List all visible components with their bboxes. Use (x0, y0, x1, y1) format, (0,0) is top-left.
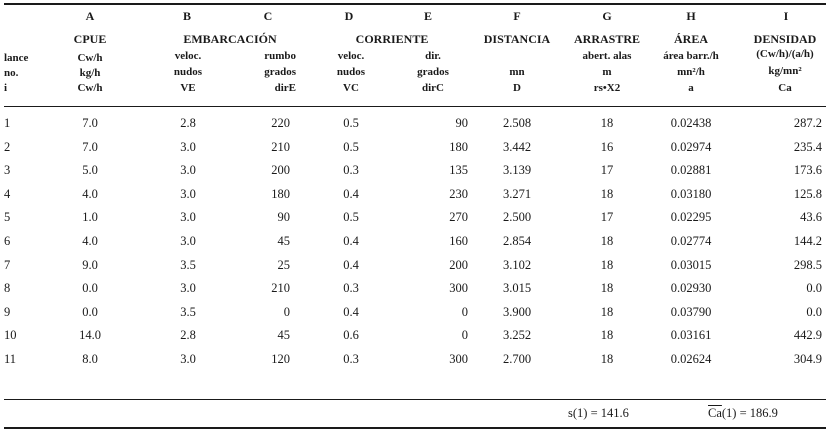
cell-densidad: 43.6 (800, 210, 822, 224)
cell-area: 0.02774 (670, 234, 712, 248)
cell-ve: 3.0 (180, 234, 196, 248)
cell-area: 0.02930 (670, 281, 712, 295)
cell-cpue: 0.0 (82, 281, 98, 295)
cell-arrastre: 18 (600, 328, 614, 342)
cell-dire: 25 (277, 258, 290, 272)
cell-distancia: 3.139 (502, 163, 532, 177)
header-ve-line3: VE (180, 82, 196, 94)
cell-ve: 3.0 (180, 352, 196, 366)
header-area-line2: área barr./h (663, 50, 719, 62)
header-cpue-line4: Cw/h (77, 82, 103, 94)
cell-cpue: 4.0 (82, 187, 98, 201)
cell-arrastre: 18 (600, 281, 614, 295)
cell-area: 0.02974 (670, 140, 712, 154)
cell-distancia: 3.252 (502, 328, 532, 342)
cell-densidad: 442.9 (793, 328, 822, 342)
cell-distancia: 2.700 (502, 352, 532, 366)
col-letter-h: H (686, 9, 696, 23)
cell-cpue: 9.0 (82, 258, 98, 272)
cell-ve: 3.0 (180, 210, 196, 224)
cell-area: 0.03180 (670, 187, 712, 201)
cell-cpue: 4.0 (82, 234, 98, 248)
header-dirc-line2: grados (417, 66, 449, 78)
top-rule (4, 3, 826, 5)
cell-dirc: 300 (449, 281, 468, 295)
header-vc-line2: nudos (336, 66, 366, 78)
cell-dirc: 300 (449, 352, 468, 366)
cell-lance: 1 (4, 116, 11, 130)
cell-area: 0.02881 (670, 163, 712, 177)
cell-dirc: 0 (461, 328, 468, 342)
cell-ve: 3.0 (180, 187, 196, 201)
header-vc-line1: veloc. (337, 50, 365, 62)
header-densidad-title: DENSIDAD (753, 32, 817, 46)
header-dire-line3: dirE (274, 82, 296, 94)
cell-densidad: 125.8 (793, 187, 822, 201)
cell-ve: 3.0 (180, 163, 196, 177)
footer-ca-value (708, 407, 778, 420)
cell-cpue: 7.0 (82, 116, 98, 130)
cell-ve: 3.0 (180, 281, 196, 295)
cell-vc: 0.6 (343, 328, 359, 342)
header-area-title: ÁREA (673, 32, 708, 46)
cell-area: 0.03015 (670, 258, 712, 272)
cell-lance: 2 (4, 140, 11, 154)
cell-dire: 210 (271, 140, 290, 154)
cell-vc: 0.5 (343, 210, 359, 224)
header-dire-line2: grados (264, 66, 296, 78)
header-ve-line2: nudos (173, 66, 203, 78)
col-letter-d: D (344, 9, 354, 23)
cell-lance: 11 (4, 352, 17, 366)
header-area-line4: a (688, 82, 694, 94)
cell-arrastre: 16 (600, 140, 614, 154)
cell-ve: 2.8 (180, 116, 196, 130)
header-embarcacion-title: EMBARCACIÓN (183, 32, 277, 46)
cell-vc: 0.3 (343, 163, 359, 177)
cell-densidad: 304.9 (793, 352, 822, 366)
cell-distancia: 2.854 (502, 234, 532, 248)
cell-vc: 0.3 (343, 281, 359, 295)
header-distancia-title: DISTANCIA (483, 32, 551, 46)
cell-densidad: 0.0 (806, 281, 822, 295)
header-dirc-line1: dir. (425, 50, 441, 62)
cell-dirc: 90 (455, 116, 468, 130)
cell-lance: 4 (4, 187, 11, 201)
cell-densidad: 287.2 (793, 116, 822, 130)
col-letter-a: A (85, 9, 95, 23)
cell-vc: 0.4 (343, 258, 359, 272)
cell-distancia: 2.508 (502, 116, 532, 130)
cell-dire: 45 (277, 328, 290, 342)
cell-dire: 200 (271, 163, 290, 177)
header-arrastre-line2: abert. alas (582, 50, 632, 62)
header-ve-line1: veloc. (174, 50, 202, 62)
cell-cpue: 0.0 (82, 305, 98, 319)
footer-s-value: s(1) = 141.6 (568, 406, 629, 420)
header-corriente-title: CORRIENTE (355, 32, 429, 46)
footer-ca-symbol: $\overline{Ca}$ (708, 406, 722, 420)
cell-dire: 180 (271, 187, 290, 201)
cell-arrastre: 18 (600, 187, 614, 201)
cell-distancia: 3.271 (502, 187, 532, 201)
header-bottom-rule (4, 106, 826, 107)
header-arrastre-line4: rs•X2 (593, 82, 621, 94)
header-densidad-line2: (Cw/h)/(a/h) (756, 48, 814, 60)
cell-ve: 3.0 (180, 140, 196, 154)
cell-densidad: 173.6 (793, 163, 822, 177)
header-densidad-line3: kg/mn² (768, 65, 802, 77)
cell-distancia: 3.102 (502, 258, 532, 272)
cell-vc: 0.5 (343, 140, 359, 154)
cell-distancia: 3.900 (502, 305, 532, 319)
cell-densidad: 144.2 (793, 234, 822, 248)
body-bottom-rule (4, 399, 826, 400)
header-cpue-line2: Cw/h (77, 52, 103, 64)
footer-ca-rest: (1) = 186.9 (721, 406, 778, 420)
cell-vc: 0.4 (343, 187, 359, 201)
header-dire-line1: rumbo (264, 50, 296, 62)
cell-area: 0.02624 (670, 352, 712, 366)
cell-lance: 6 (4, 234, 11, 248)
cell-ve: 3.5 (180, 305, 196, 319)
cell-cpue: 1.0 (82, 210, 98, 224)
cell-dirc: 200 (449, 258, 468, 272)
cell-area: 0.03161 (670, 328, 712, 342)
cell-arrastre: 18 (600, 352, 614, 366)
cell-ve: 3.5 (180, 258, 196, 272)
cell-arrastre: 17 (600, 210, 614, 224)
cell-densidad: 298.5 (793, 258, 822, 272)
cell-arrastre: 17 (600, 163, 614, 177)
cell-area: 0.02295 (670, 210, 712, 224)
cell-dirc: 135 (449, 163, 468, 177)
cell-cpue: 5.0 (82, 163, 98, 177)
header-lance-line3: i (4, 82, 8, 94)
cell-ve: 2.8 (180, 328, 196, 342)
header-distancia-unit: mn (509, 66, 525, 78)
cell-cpue: 14.0 (79, 328, 101, 342)
header-dirc-line3: dirC (422, 82, 444, 94)
cell-lance: 5 (4, 210, 11, 224)
cell-lance: 8 (4, 281, 11, 295)
header-arrastre-line3: m (602, 66, 612, 78)
cell-vc: 0.4 (343, 305, 359, 319)
cell-distancia: 3.015 (502, 281, 532, 295)
cell-arrastre: 18 (600, 305, 614, 319)
cell-vc: 0.5 (343, 116, 359, 130)
cell-dirc: 160 (449, 234, 468, 248)
cell-lance: 7 (4, 258, 11, 272)
cell-dire: 0 (283, 305, 290, 319)
cell-vc: 0.3 (343, 352, 359, 366)
cell-distancia: 3.442 (502, 140, 532, 154)
col-letter-e: E (423, 9, 432, 23)
cell-lance: 3 (4, 163, 11, 177)
cell-cpue: 8.0 (82, 352, 98, 366)
cell-area: 0.03790 (670, 305, 712, 319)
header-densidad-line4: Ca (778, 82, 792, 94)
bottom-rule (4, 427, 826, 429)
cell-cpue: 7.0 (82, 140, 98, 154)
header-cpue-title: CPUE (73, 32, 107, 46)
cell-arrastre: 18 (600, 258, 614, 272)
cell-dire: 45 (277, 234, 290, 248)
col-letter-f: F (513, 9, 521, 23)
cell-distancia: 2.500 (502, 210, 532, 224)
header-lance-line2: no. (4, 67, 19, 79)
cell-lance: 9 (4, 305, 11, 319)
cell-dirc: 230 (449, 187, 468, 201)
header-lance-line1: lance (4, 52, 29, 64)
col-letter-g: G (602, 9, 612, 23)
cell-area: 0.02438 (670, 116, 712, 130)
cell-dire: 120 (271, 352, 290, 366)
header-distancia-symbol: D (513, 82, 521, 94)
header-arrastre-title: ARRASTRE (573, 32, 640, 46)
col-letter-i: I (783, 9, 789, 23)
col-letter-b: B (182, 9, 191, 23)
cell-dirc: 0 (461, 305, 468, 319)
cell-vc: 0.4 (343, 234, 359, 248)
cell-lance: 10 (4, 328, 17, 342)
cell-dire: 220 (271, 116, 290, 130)
cell-dirc: 270 (449, 210, 468, 224)
cell-dire: 210 (271, 281, 290, 295)
cell-arrastre: 18 (600, 116, 614, 130)
cell-dire: 90 (277, 210, 290, 224)
cell-densidad: 0.0 (806, 305, 822, 319)
header-area-line3: mn²/h (677, 66, 705, 78)
header-cpue-line3: kg/h (79, 67, 101, 79)
cell-arrastre: 18 (600, 234, 614, 248)
header-vc-line3: VC (343, 82, 359, 94)
col-letter-c: C (263, 9, 273, 23)
cell-densidad: 235.4 (793, 140, 822, 154)
cell-dirc: 180 (449, 140, 468, 154)
